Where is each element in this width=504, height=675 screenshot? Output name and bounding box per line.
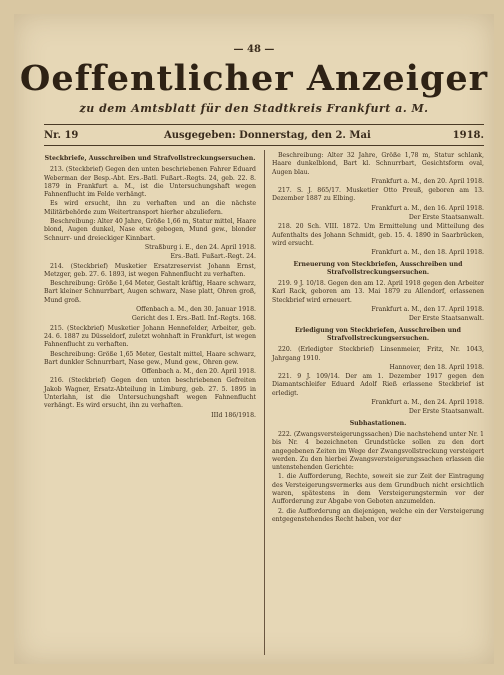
signature-line: Der Erste Staatsanwalt. [408,408,484,416]
notice-paragraph: Beschreibung: Alter 40 Jahre, Größe 1,66 m, Statur mittel, Haare blond, Augen dunkel, Nase etw. gebogen, Mund gew., blonder Schnurr- und dreieckiger Kinnbart. [44,218,256,242]
signature-line: Der Erste Staatsanwalt. [408,315,484,323]
notice-paragraph: 222. (Zwangsversteigerungssachen) Die nachstehend unter Nr. 1 bis Nr. 4 bezeichneten Grundstücke sollen zu den dort angegebenen Zeiten im Wege der Zwangsvollstreckung versteigert werden. Zu den hierbei Zwangsversteigerungssachen erlassen die untenstehenden Gerichte: [272,430,484,472]
right-column [272,152,484,525]
notice-paragraph: 216. (Steckbrief) Gegen den unten beschriebenen Gefreiten Jakob Wagner, Ersatz-Abteilung in Limburg, geb. 27. 5. 1895 in Unterlahn, ist die Untersuchungshaft wegen Fahnenflucht verhängt. Es wird ersucht, ihn zu verhaften. [44,377,256,410]
signature-line: Der Erste Staatsanwalt. [408,214,484,222]
signature-line: Frankfurt a. M., den 18. April 1918. [371,249,484,257]
bottom-rule [44,145,484,146]
notice-paragraph: 213. (Steckbrief) Gegen den unten beschriebenen Fahrer Eduard Weberman der Besp.-Abt. Ers.-Batl. Fußart.-Regts. 24, geb. 22. 8. 1879 in Frankfurt a. M., ist die Untersuchungshaft wegen Fahnenflucht im Felde verhängt. [44,166,256,199]
notice-paragraph: 221. 9 J. 109/14. Der am 1. Dezember 1917 gegen den Diamantschleifer Eduard Adolf Rieß erlassene Steckbrief ist erledigt. [272,373,484,397]
notice-paragraph: 1. die Aufforderung, Rechte, soweit sie zur Zeit der Eintragung des Versteigerungsvermerks aus dem Grundbuch nicht ersichtlich waren, spätestens in dem Versteigerungstermin vor der Aufforderung zur Abgabe von Geboten anzumelden. [272,473,484,506]
signature-line: IIId 186/1918. [211,411,256,419]
notice-paragraph: 215. (Steckbrief) Musketier Johann Hennefelder, Arbeiter, geb. 24. 6. 1887 zu Düsseldorf, zuletzt wohnhaft in Frankfurt, ist wegen Fahnenflucht zu verhaften. [44,324,256,349]
top-rule [44,124,484,125]
signature-line: Frankfurt a. M., den 24. April 1918. [371,399,484,407]
notice-paragraph: Beschreibung: Größe 1,65 Meter, Gestalt mittel, Haare schwarz, Bart dunkler Schnurrbart, Nase gew., Mund gew., Ohren gew. [44,350,256,366]
issue-number: Nr. 19 [44,130,79,141]
signature-line: Frankfurt a. M., den 20. April 1918. [371,177,484,185]
notice-paragraph: Beschreibung: Alter 32 Jahre, Größe 1,78 m, Statur schlank, Haare dunkelblond, Bart kl. Schnurrbart, Gesichtsform oval, Augen blau. [272,152,484,176]
issue-line [44,130,484,144]
notice-paragraph: 218. 20 Sch. VIII. 1872. Um Ermittelung und Mitteilung des Aufenthalts des Johann Schmidt, geb. 15. 4. 1890 in Saarbrücken, wird ersucht. [272,223,484,247]
notice-paragraph: Beschreibung: Größe 1,64 Meter, Gestalt kräftig, Haare schwarz, Bart kleiner Schnurrbart, Augen schwarz, Nase platt, Ohren groß, Mund groß. [44,280,256,304]
signature-line: Straßburg i. E., den 24. April 1918. [144,243,256,251]
page-number: — 48 — [233,44,275,55]
section-heading: Erledigung von Steckbriefen, Ausschreiben und Strafvollstreckungsersuchen. [294,326,462,342]
signature-line: Frankfurt a. M., den 17. April 1918. [371,306,484,314]
masthead-title: Oeffentlicher Anzeiger [19,58,489,99]
notice-paragraph: 217. S. J. 865/17. Musketier Otto Preuß, geboren am 13. Dezember 1887 zu Elbing. [272,187,484,203]
signature-line: Ers.-Batl. Fußart.-Regt. 24. [170,253,256,261]
issue-year: 1918. [452,130,484,141]
notice-paragraph: 214. (Steckbrief) Musketier Ersatzreservist Johann Ernst, Metzger, geb. 27. 6. 1893, ist wegen Fahnenflucht zu verhaften. [44,262,256,278]
masthead-subtitle: zu dem Amtsblatt für den Stadtkreis Frankfurt a. M. [79,102,429,115]
notice-paragraph: 219. 9 J. 10/18. Gegen den am 12. April 1918 gegen den Arbeiter Karl Rack, geboren am 13. Mai 1879 zu Allendorf, erlassenen Steckbrief wird erneuert. [272,280,484,304]
issue-date: Ausgegeben: Donnerstag, den 2. Mai [164,130,371,141]
left-column [44,152,256,421]
signature-line: Offenbach a. M., den 30. Januar 1918. [136,306,256,314]
notice-paragraph: 2. die Aufforderung an diejenigen, welche ein der Versteigerung entgegenstehendes Recht haben, vor der [272,507,484,523]
section-heading: Subhastationen. [349,419,407,427]
column-divider [264,150,265,655]
newspaper-page [14,14,494,664]
section-heading: Erneuerung von Steckbriefen, Ausschreiben und Strafvollstreckungsersuchen. [293,260,463,276]
signature-line: Offenbach a. M., den 20. April 1918. [141,368,256,376]
signature-line: Gericht des I. Ers.-Batl. Inf.-Regts. 168. [131,315,256,323]
section-heading: Steckbriefe, Ausschreiben und Strafvollstreckungsersuchen. [44,155,256,162]
notice-paragraph: 220. (Erledigter Steckbrief) Linsenmeier, Fritz, Nr. 1043, Jahrgang 1910. [272,346,484,362]
signature-line: Hannover, den 18. April 1918. [389,363,484,371]
notice-paragraph: Es wird ersucht, ihn zu verhaften und an die nächste Militärbehörde zum Weitertransport hierher abzuliefern. [44,200,256,216]
signature-line: Frankfurt a. M., den 16. April 1918. [371,204,484,212]
